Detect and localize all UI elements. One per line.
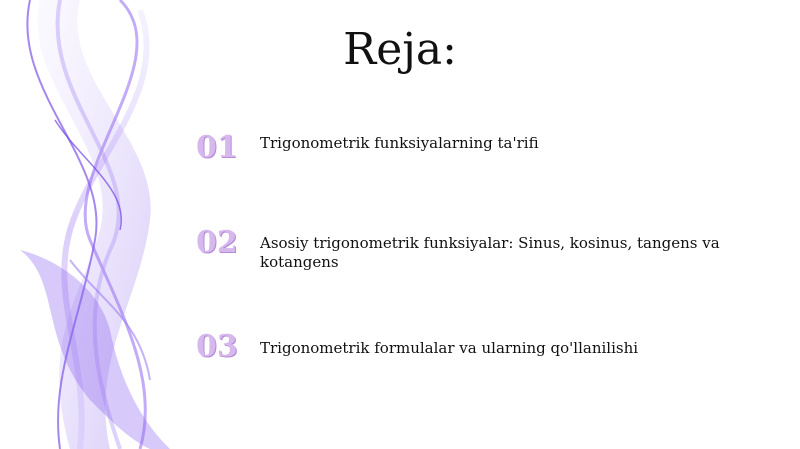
- item-text: Asosiy trigonometrik funksiyalar: Sinus, kosinus, tangens va kotangens: [260, 234, 720, 271]
- agenda-item: [196, 131, 756, 165]
- agenda-item: [196, 226, 756, 272]
- item-number: 03: [196, 329, 238, 364]
- item-text: Trigonometrik funksiyalarning ta'rifi: [260, 134, 539, 152]
- item-text: Trigonometrik formulalar va ularning qo'llanilishi: [260, 339, 639, 357]
- slide-title: Reja:: [343, 24, 457, 75]
- agenda-item: [196, 330, 756, 364]
- item-number: 02: [196, 225, 238, 260]
- purple-smoke-wave-decoration: [0, 0, 200, 449]
- item-number: 01: [196, 130, 238, 165]
